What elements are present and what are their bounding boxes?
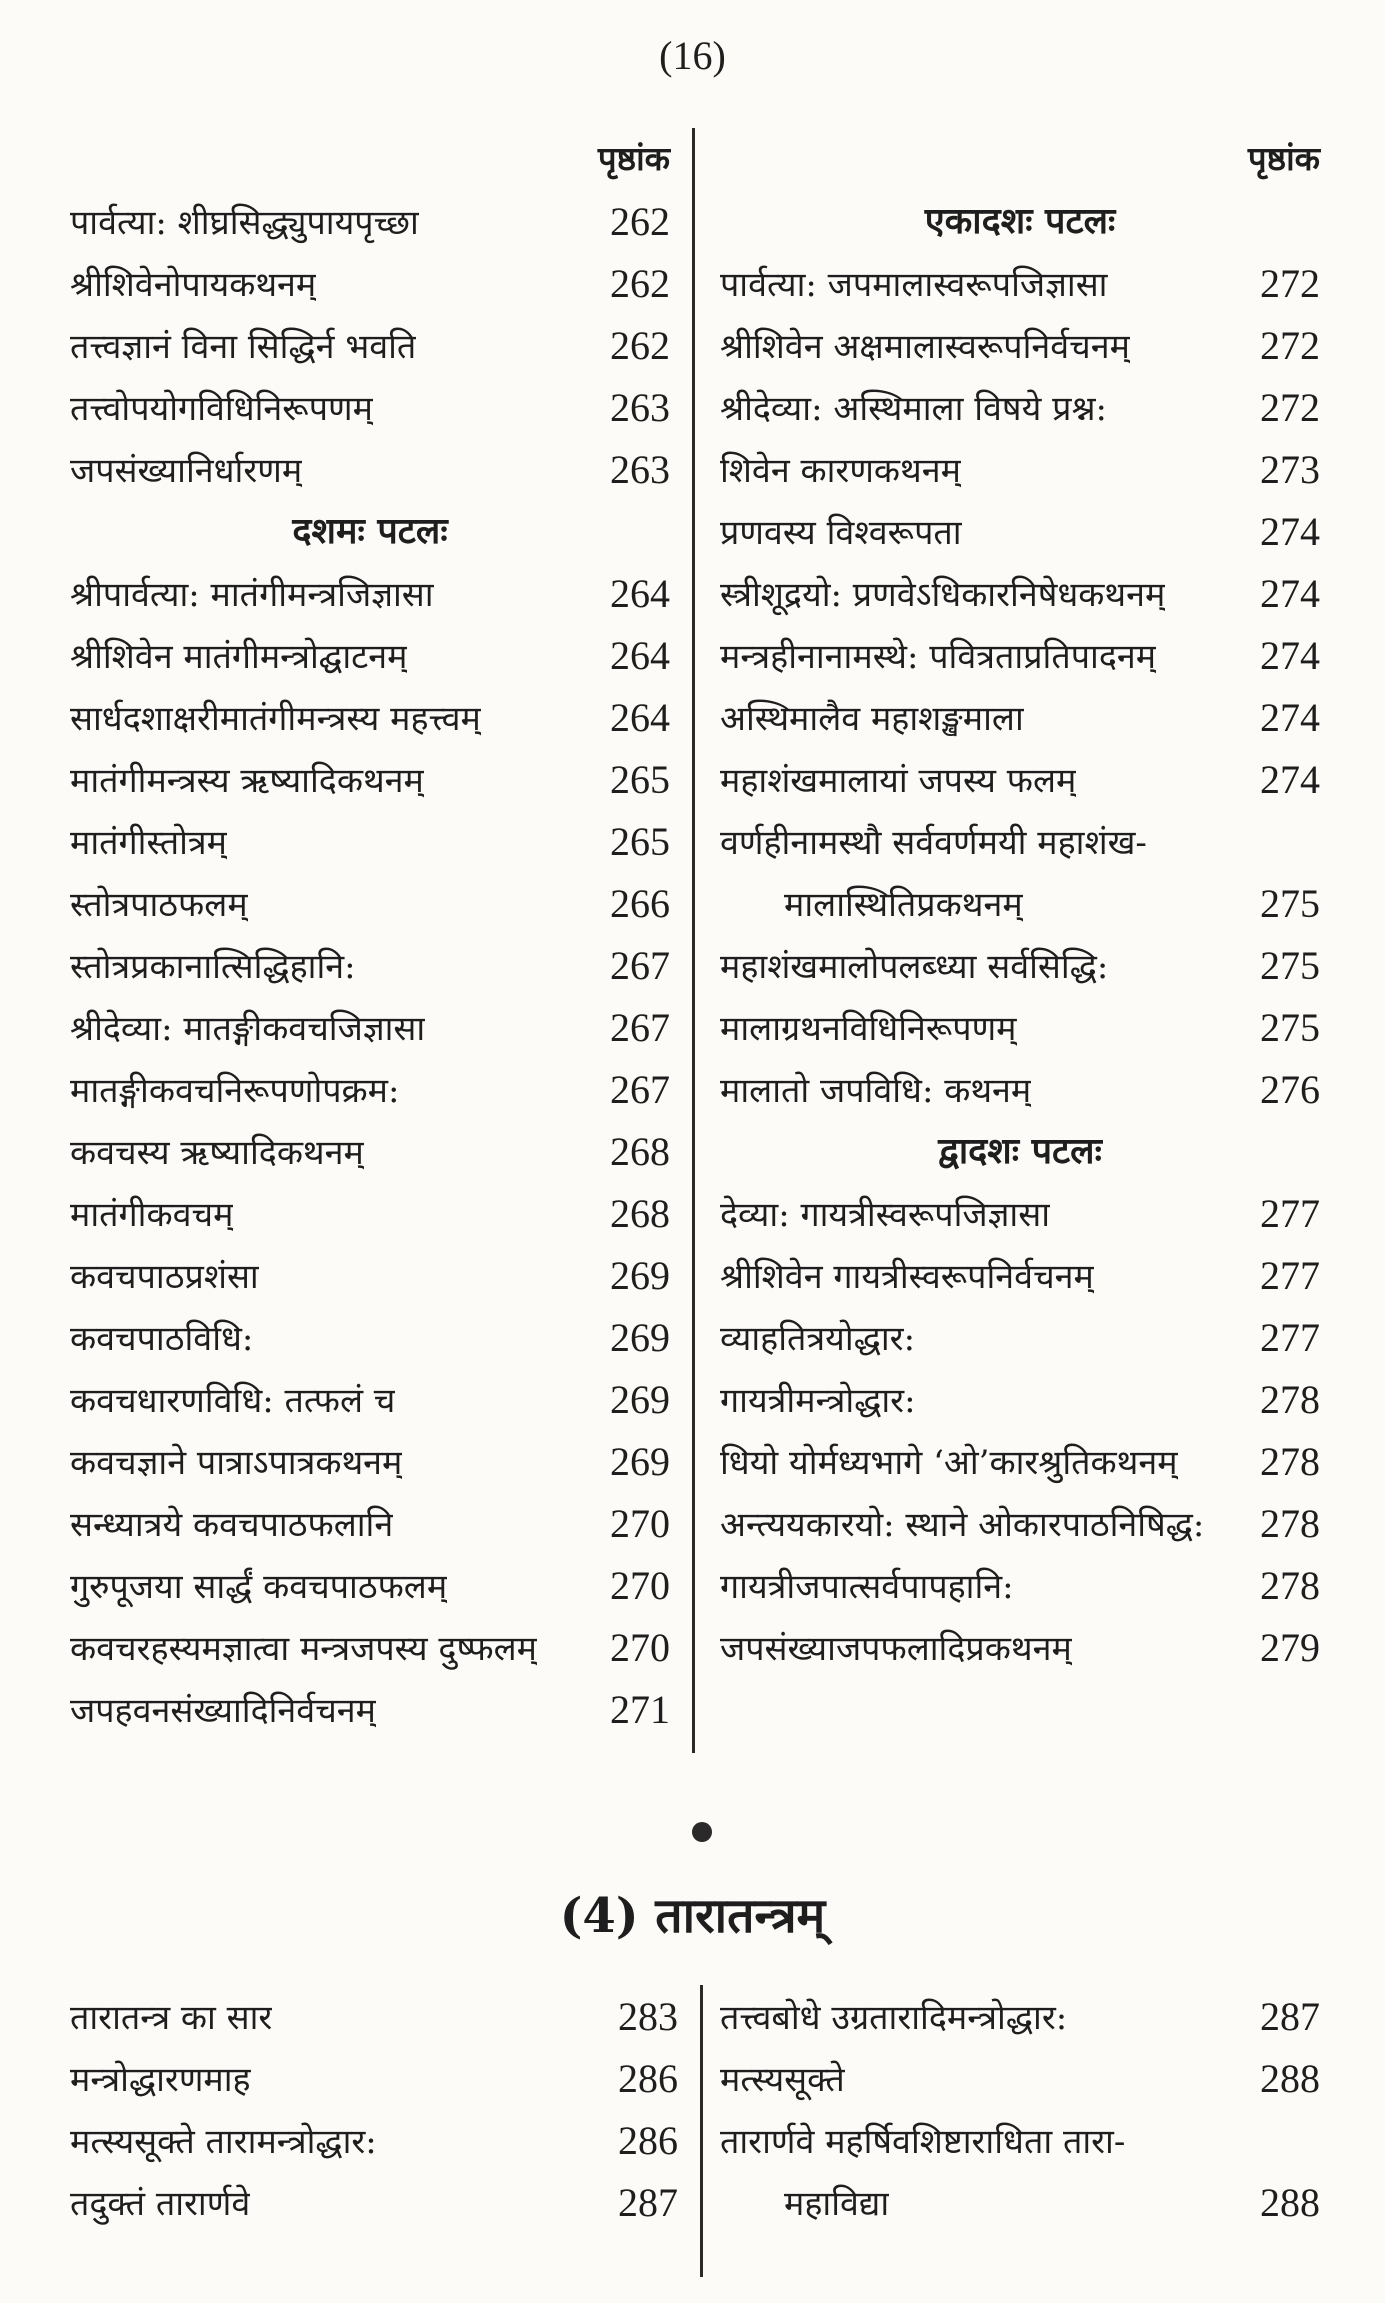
toc-entry bbox=[70, 438, 670, 500]
toc-entry-title: जपहवनसंख्यादिनिर्वचनम् bbox=[70, 1691, 376, 1731]
toc-entry bbox=[720, 1182, 1320, 1244]
toc-entry-title: प्रणवस्य विश्वरूपता bbox=[720, 513, 962, 553]
toc-entry-page: 275 bbox=[1260, 1004, 1320, 1050]
toc-entry bbox=[70, 2047, 678, 2109]
toc-entry-title: गुरुपूजया सार्द्धं कवचपाठफलम् bbox=[70, 1567, 448, 1607]
toc-entry-page: 269 bbox=[610, 1252, 670, 1298]
toc-entry-title: श्रीशिवेनोपायकथनम् bbox=[70, 265, 317, 305]
toc-entry bbox=[70, 872, 670, 934]
toc-entry bbox=[720, 500, 1320, 562]
page-number: (16) bbox=[659, 33, 726, 78]
toc-entry bbox=[70, 314, 670, 376]
toc-entry-page: 262 bbox=[610, 198, 670, 244]
toc-entry bbox=[70, 1120, 670, 1182]
toc-entry-page: 267 bbox=[610, 1066, 670, 1112]
toc-entry-title: अस्थिमालैव महाशङ्खमाला bbox=[720, 699, 1024, 739]
toc-entry-title: महाशंखमालायां जपस्य फलम् bbox=[720, 761, 1077, 801]
toc-group bbox=[720, 934, 1320, 1120]
toc-entry-page: 274 bbox=[1260, 570, 1320, 616]
toc-entry-page: 278 bbox=[1260, 1500, 1320, 1546]
toc-entry-title: श्रीशिवेन मातंगीमन्त्रोद्घाटनम् bbox=[70, 637, 408, 677]
toc-entry-title: जपसंख्याजपफलादिप्रकथनम् bbox=[720, 1629, 1072, 1669]
toc-entry-page: 286 bbox=[618, 2055, 678, 2101]
toc-entry-title: शिवेन कारणकथनम् bbox=[720, 451, 961, 491]
toc-entry-page: 274 bbox=[1260, 756, 1320, 802]
toc-entry-page: 286 bbox=[618, 2117, 678, 2163]
page-column-header: पृष्ठांक bbox=[1247, 139, 1320, 178]
toc-entry-page: 271 bbox=[610, 1686, 670, 1732]
section-heading: एकादशः पटलः bbox=[924, 200, 1116, 242]
toc-entry-page: 278 bbox=[1260, 1438, 1320, 1484]
toc-entry-page: 267 bbox=[610, 942, 670, 988]
toc-entry-title: स्तोत्रप्रकानात्सिद्धिहानि: bbox=[70, 947, 356, 987]
toc-entry-page: 272 bbox=[1260, 384, 1320, 430]
toc-entry-title: स्त्रीशूद्रयो: प्रणवेऽधिकारनिषेधकथनम् bbox=[720, 575, 1166, 615]
toc-entry-title: सार्धदशाक्षरीमातंगीमन्त्रस्य महत्त्वम् bbox=[70, 699, 481, 739]
bottom-left-column bbox=[70, 1985, 678, 2233]
toc-entry-page: 272 bbox=[1260, 322, 1320, 368]
toc-entry-page: 265 bbox=[610, 756, 670, 802]
toc-entry-title: श्रीपार्वत्या: मातंगीमन्त्रजिज्ञासा bbox=[70, 575, 434, 615]
toc-entry bbox=[720, 686, 1320, 748]
toc-entry-title: महाशंखमालोपलब्ध्या सर्वसिद्धि: bbox=[720, 947, 1109, 987]
toc-entry-title: कवचज्ञाने पात्राऽपात्रकथनम् bbox=[70, 1443, 403, 1483]
toc-entry-page: 262 bbox=[610, 260, 670, 306]
toc-group bbox=[720, 252, 1320, 810]
toc-entry-page: 287 bbox=[618, 2179, 678, 2225]
toc-entry bbox=[70, 748, 670, 810]
toc-entry-title-line1: तारार्णवे महर्षिवशिष्टाराधिता तारा- bbox=[720, 2122, 1126, 2162]
toc-group bbox=[70, 190, 670, 500]
toc-entry-title: धियो योर्मध्यभागे ‘ओ’कारश्रुतिकथनम् bbox=[720, 1443, 1178, 1483]
toc-entry-page: 268 bbox=[610, 1190, 670, 1236]
toc-entry-title: श्रीशिवेन गायत्रीस्वरूपनिर्वचनम् bbox=[720, 1257, 1094, 1297]
toc-entry-page: 277 bbox=[1260, 1190, 1320, 1236]
toc-entry-page: 273 bbox=[1260, 446, 1320, 492]
toc-entry bbox=[70, 1554, 670, 1616]
toc-entry-page: 263 bbox=[610, 446, 670, 492]
toc-group bbox=[720, 1985, 1320, 2109]
book-title: (4) तारातन्त्रम् bbox=[559, 1888, 826, 1944]
column-divider bbox=[692, 128, 695, 1753]
toc-entry-page: 267 bbox=[610, 1004, 670, 1050]
separator-dot bbox=[692, 1822, 712, 1842]
toc-entry bbox=[720, 314, 1320, 376]
toc-entry bbox=[720, 2047, 1320, 2109]
toc-entry-title: मन्त्रहीनानामस्थे: पवित्रताप्रतिपादनम् bbox=[720, 637, 1157, 677]
toc-entry-page: 269 bbox=[610, 1314, 670, 1360]
toc-entry bbox=[720, 1306, 1320, 1368]
toc-entry-title-line1: वर्णहीनामस्थौ सर्ववर्णमयी महाशंख- bbox=[720, 823, 1147, 863]
toc-entry-title: तत्त्वबोधे उग्रतारादिमन्त्रोद्धार: bbox=[720, 1998, 1068, 2038]
toc-entry-title: कवचपाठविधि: bbox=[70, 1319, 254, 1359]
toc-entry bbox=[720, 438, 1320, 500]
toc-entry bbox=[70, 1368, 670, 1430]
toc-entry-page: 275 bbox=[1260, 942, 1320, 988]
toc-entry-title: कवचधारणविधि: तत्फलं च bbox=[70, 1381, 396, 1421]
toc-entry-page: 277 bbox=[1260, 1252, 1320, 1298]
toc-entry bbox=[70, 190, 670, 252]
toc-entry bbox=[70, 1616, 670, 1678]
toc-entry bbox=[720, 748, 1320, 810]
toc-group bbox=[720, 1182, 1320, 1678]
toc-entry bbox=[720, 562, 1320, 624]
toc-entry-wrapped bbox=[720, 810, 1320, 872]
toc-entry-title: कवचरहस्यमज्ञात्वा मन्त्रजपस्य दुष्फलम् bbox=[70, 1629, 538, 1669]
toc-entry-page: 278 bbox=[1260, 1562, 1320, 1608]
toc-entry-title: व्याहतित्रयोद्धार: bbox=[720, 1319, 916, 1359]
section-heading: दशमः पटलः bbox=[292, 510, 448, 552]
toc-entry-page: 270 bbox=[610, 1624, 670, 1670]
toc-entry-title: अन्त्ययकारयो: स्थाने ओकारपाठनिषिद्ध: bbox=[720, 1505, 1205, 1545]
toc-entry bbox=[70, 1306, 670, 1368]
toc-entry-page: 288 bbox=[1260, 2179, 1320, 2225]
toc-entry-title: मन्त्रोद्धारणमाह bbox=[70, 2060, 251, 2100]
right-column bbox=[720, 128, 1320, 1678]
column-divider-bottom bbox=[700, 1985, 703, 2277]
toc-entry-page: 276 bbox=[1260, 1066, 1320, 1112]
toc-entry-title: पार्वत्या: शीघ्रसिद्ध्युपायपृच्छा bbox=[70, 203, 419, 243]
toc-entry-page: 263 bbox=[610, 384, 670, 430]
toc-entry-page: 274 bbox=[1260, 508, 1320, 554]
toc-entry bbox=[70, 2109, 678, 2171]
toc-entry-title: देव्या: गायत्रीस्वरूपजिज्ञासा bbox=[720, 1195, 1050, 1235]
section-heading: द्वादशः पटलः bbox=[938, 1130, 1102, 1172]
toc-entry bbox=[720, 1554, 1320, 1616]
toc-entry-title: स्तोत्रपाठफलम् bbox=[70, 885, 248, 925]
toc-entry-title: जपसंख्यानिर्धारणम् bbox=[70, 451, 303, 491]
toc-entry-page: 274 bbox=[1260, 632, 1320, 678]
bottom-right-column bbox=[720, 1985, 1320, 2233]
toc-entry-page: 283 bbox=[618, 1993, 678, 2039]
toc-entry bbox=[70, 624, 670, 686]
toc-entry bbox=[70, 1985, 678, 2047]
toc-entry bbox=[720, 1616, 1320, 1678]
toc-entry-title: मत्स्यसूक्ते तारामन्त्रोद्धार: bbox=[70, 2122, 377, 2162]
toc-entry bbox=[70, 810, 670, 872]
toc-entry-page: 269 bbox=[610, 1376, 670, 1422]
toc-entry bbox=[720, 1492, 1320, 1554]
toc-entry bbox=[720, 1244, 1320, 1306]
toc-entry-page: 264 bbox=[610, 632, 670, 678]
toc-entry-title: मातंगीकवचम् bbox=[70, 1195, 234, 1235]
toc-group bbox=[70, 1985, 678, 2233]
toc-entry-title: श्रीशिवेन अक्षमालास्वरूपनिर्वचनम् bbox=[720, 327, 1130, 367]
toc-entry bbox=[70, 996, 670, 1058]
toc-entry bbox=[720, 996, 1320, 1058]
toc-entry-title: कवचपाठप्रशंसा bbox=[70, 1257, 259, 1297]
toc-entry bbox=[70, 1492, 670, 1554]
toc-entry-title-line2: महाविद्या bbox=[784, 2184, 890, 2224]
toc-entry-page: 272 bbox=[1260, 260, 1320, 306]
toc-entry bbox=[70, 562, 670, 624]
toc-entry-page: 266 bbox=[610, 880, 670, 926]
toc-entry-page: 287 bbox=[1260, 1993, 1320, 2039]
toc-entry-title: मालातो जपविधि: कथनम् bbox=[720, 1071, 1032, 1111]
toc-entry bbox=[70, 2171, 678, 2233]
toc-entry-page: 264 bbox=[610, 694, 670, 740]
toc-entry bbox=[720, 624, 1320, 686]
toc-entry-page: 274 bbox=[1260, 694, 1320, 740]
toc-entry bbox=[70, 1058, 670, 1120]
toc-entry-title: सन्ध्यात्रये कवचपाठफलानि bbox=[70, 1505, 394, 1545]
toc-entry-title: मातङ्गीकवचनिरूपणोपक्रम: bbox=[70, 1071, 400, 1111]
toc-entry bbox=[70, 1430, 670, 1492]
left-column bbox=[70, 128, 670, 1740]
toc-entry-title-line2: मालास्थितिप्रकथनम् bbox=[784, 885, 1023, 925]
toc-entry-page: 268 bbox=[610, 1128, 670, 1174]
toc-entry-title: श्रीदेव्या: अस्थिमाला विषये प्रश्न: bbox=[720, 389, 1107, 429]
toc-entry-page: 275 bbox=[1260, 880, 1320, 926]
toc-entry bbox=[70, 686, 670, 748]
toc-entry-page: 279 bbox=[1260, 1624, 1320, 1670]
toc-entry-title: श्रीदेव्या: मातङ्गीकवचजिज्ञासा bbox=[70, 1009, 426, 1049]
toc-entry-title: पार्वत्या: जपमालास्वरूपजिज्ञासा bbox=[720, 265, 1108, 305]
toc-entry bbox=[70, 376, 670, 438]
toc-entry bbox=[70, 1244, 670, 1306]
toc-entry-title: तदुक्तं तारार्णवे bbox=[70, 2184, 251, 2224]
toc-entry-page: 270 bbox=[610, 1500, 670, 1546]
toc-entry-page: 278 bbox=[1260, 1376, 1320, 1422]
toc-entry bbox=[720, 1058, 1320, 1120]
toc-entry bbox=[70, 1182, 670, 1244]
toc-entry bbox=[70, 1678, 670, 1740]
toc-entry bbox=[720, 1430, 1320, 1492]
toc-entry-title: तत्त्वोपयोगविधिनिरूपणम् bbox=[70, 389, 373, 429]
toc-entry-title: मालाग्रथनविधिनिरूपणम् bbox=[720, 1009, 1017, 1049]
toc-entry-page: 288 bbox=[1260, 2055, 1320, 2101]
toc-entry-title: कवचस्य ऋष्यादिकथनम् bbox=[70, 1133, 364, 1173]
toc-entry-title: गायत्रीजपात्सर्वपापहानि: bbox=[720, 1567, 1014, 1607]
toc-entry-title: तत्त्वज्ञानं विना सिद्धिर्न भवति bbox=[70, 327, 417, 367]
toc-entry-page: 269 bbox=[610, 1438, 670, 1484]
toc-entry-title: तारातन्त्र का सार bbox=[70, 1998, 273, 2038]
toc-entry-title: मातंगीमन्त्रस्य ऋष्यादिकथनम् bbox=[70, 761, 424, 801]
toc-entry-title: मत्स्यसूक्ते bbox=[720, 2060, 845, 2100]
toc-entry-wrapped bbox=[720, 2109, 1320, 2171]
toc-entry-page: 262 bbox=[610, 322, 670, 368]
page-column-header: पृष्ठांक bbox=[597, 139, 670, 178]
toc-entry-page: 264 bbox=[610, 570, 670, 616]
toc-entry bbox=[70, 252, 670, 314]
toc-entry bbox=[720, 1368, 1320, 1430]
toc-group bbox=[70, 562, 670, 1740]
toc-entry bbox=[720, 376, 1320, 438]
toc-entry-page: 270 bbox=[610, 1562, 670, 1608]
toc-entry bbox=[720, 1985, 1320, 2047]
toc-entry-wrapped-continuation bbox=[720, 872, 1320, 934]
toc-entry bbox=[70, 934, 670, 996]
toc-entry-page: 265 bbox=[610, 818, 670, 864]
toc-entry-page: 277 bbox=[1260, 1314, 1320, 1360]
toc-entry-title: गायत्रीमन्त्रोद्धार: bbox=[720, 1381, 916, 1421]
toc-entry bbox=[720, 252, 1320, 314]
toc-entry bbox=[720, 934, 1320, 996]
toc-entry-title: मातंगीस्तोत्रम् bbox=[70, 823, 227, 863]
toc-entry-wrapped-continuation bbox=[720, 2171, 1320, 2233]
